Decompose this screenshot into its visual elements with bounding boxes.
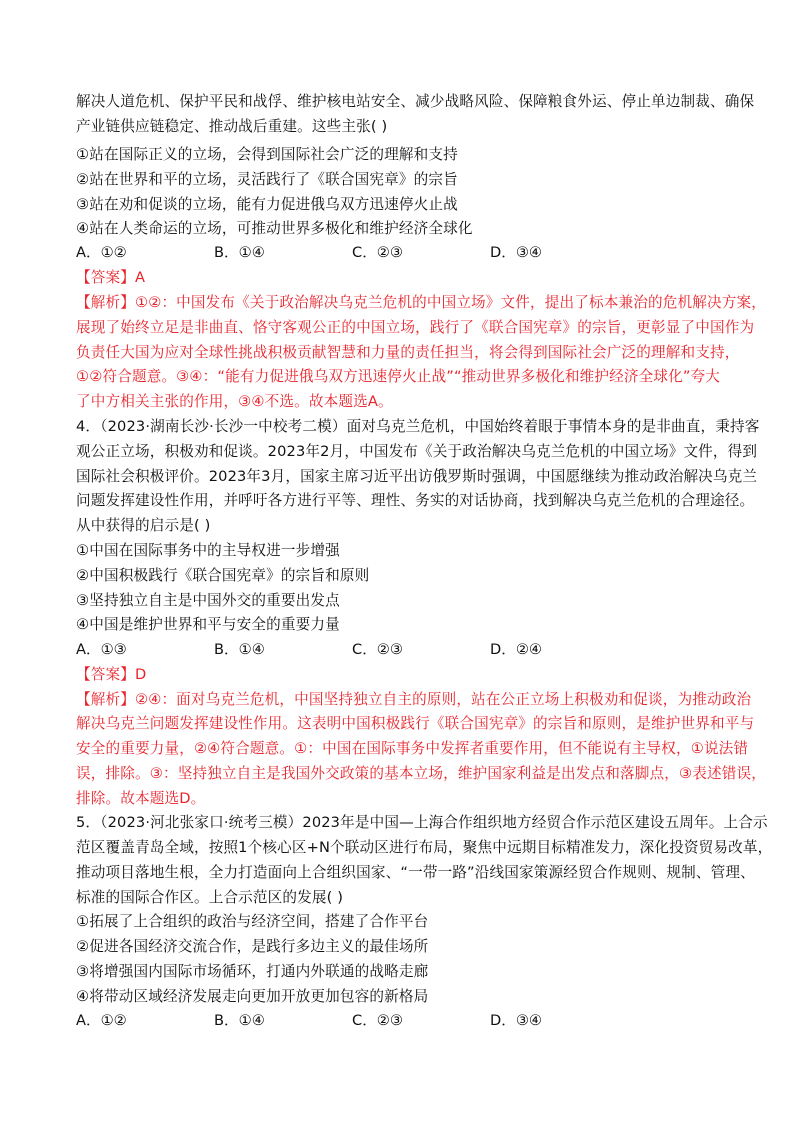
statement-4: ④中国是维护世界和平与安全的重要力量 [76,616,340,633]
answer-key: 【答案】A [76,269,146,286]
analysis-line: 【解析】①②：中国发布《关于政治解决乌克兰危机的中国立场》文件，提出了标本兼治的危机解决方案， [76,294,766,311]
question-stem-line: 推动项目落地生根，全力打造面向上合组织国家、“一带一路”沿线国家策源经贸合作规则、规制、管理、 [76,864,755,881]
analysis-line: 了中方相关主张的作用，③④不选。故本题选A。 [76,393,393,410]
option-c: C．②③ [352,1012,403,1029]
question-stem-line: 5．（2023·河北张家口·统考三模）2023年是中国—上海合作组织地方经贸合作示范区建设五周年。上合示 [76,814,768,831]
statement-1: ①拓展了上合组织的政治与经济空间，搭建了合作平台 [76,913,429,930]
option-d: D．③④ [490,1012,542,1029]
question-stem-line: 国际社会积极评价。2023年3月，国家主席习近平出访俄罗斯时强调，中国愿继续为推动政治解决乌克兰 [76,468,758,485]
statement-3: ③站在劝和促谈的立场，能有力促进俄乌双方迅速停火止战 [76,196,458,213]
statement-4: ④将带动区域经济发展走向更加开放更加包容的新格局 [76,988,429,1005]
statement-2: ②中国积极践行《联合国宪章》的宗旨和原则 [76,567,370,584]
analysis-line: 负责任大国为应对全球性挑战积极贡献智慧和力量的责任担当，将会得到国际社会广泛的理解和支持， [76,344,740,361]
option-a: A．①② [76,244,127,261]
analysis-line: 解决乌克兰问题发挥建设性作用。这表明中国积极践行《联合国宪章》的宗旨和原则，是维护世界和平与 [76,715,755,732]
answer-key: 【答案】D [76,666,147,683]
option-d: D．②④ [490,641,542,658]
question-stem-line: 4．（2023·湖南长沙·长沙一中校考二模）面对乌克兰危机，中国始终着眼于事情本身的是非曲直，秉持客 [76,418,760,435]
question-stem-line: 问题发挥建设性作用，并呼吁各方进行平等、理性、务实的对话协商，找到解决乌克兰危机的合理途径。 [76,492,755,509]
question-stem-line: 标准的国际合作区。上合示范区的发展( ) [76,889,344,906]
analysis-line: 展现了始终立足是非曲直、恪守客观公正的中国立场，践行了《联合国宪章》的宗旨，更彰显了中国作为 [76,319,755,336]
option-a: A．①③ [76,641,127,658]
option-c: C．②③ [352,244,403,261]
question-stem-line: 范区覆盖青岛全域，按照1个核心区+N个联动区进行布局，聚焦中远期目标精准发力，深化投资贸易改革， [76,839,773,856]
statement-4: ④站在人类命运的立场，可推动世界多极化和维护经济全球化 [76,220,473,237]
option-d: D．③④ [490,244,542,261]
analysis-line: ①②符合题意。③④：“能有力促进俄乌双方迅速停火止战”“推动世界多极化和维护经济全球化”夸大 [76,368,721,385]
statement-3: ③将增强国内国际市场循环，打通内外联通的战略走廊 [76,963,429,980]
answer-options [76,1011,636,1031]
option-c: C．②③ [352,641,403,658]
statement-2: ②站在世界和平的立场，灵活践行了《联合国宪章》的宗旨 [76,171,458,188]
option-b: B．①④ [214,641,265,658]
analysis-line: 排除。故本题选D。 [76,790,206,807]
analysis-line: 安全的重要力量，②④符合题意。①：中国在国际事务中发挥者重要作用，但不能说有主导权，①说法错 [76,740,749,757]
statement-1: ①站在国际正义的立场，会得到国际社会广泛的理解和支持 [76,146,458,163]
question-stem-line: 从中获得的启示是( ) [76,517,211,534]
statement-1: ①中国在国际事务中的主导权进一步增强 [76,542,340,559]
option-b: B．①④ [214,244,265,261]
analysis-line: 【解析】②④：面对乌克兰危机，中国坚持独立自主的原则，站在公正立场上积极劝和促谈，为推动政治 [76,691,752,708]
statement-3: ③坚持独立自主是中国外交的重要出发点 [76,592,340,609]
analysis-line: 误，排除。③：坚持独立自主是我国外交政策的基本立场，维护国家利益是出发点和落脚点，③表述错误， [76,765,766,782]
statement-2: ②促进各国经济交流合作，是践行多边主义的最佳场所 [76,938,429,955]
option-b: B．①④ [214,1012,265,1029]
question-stem-line: 观公正立场，积极劝和促谈。2023年2月，中国发布《关于政治解决乌克兰危机的中国立场》文件，得到 [76,443,758,460]
answer-options [76,640,636,660]
question-stem-line: 产业链供应链稳定、推动战后重建。这些主张( ) [76,118,388,135]
option-a: A．①② [76,1012,127,1029]
answer-options [76,243,636,263]
question-stem-line: 解决人道危机、保护平民和战俘、维护核电站安全、减少战略风险、保障粮食外运、停止单边制裁、确保 [76,93,755,110]
